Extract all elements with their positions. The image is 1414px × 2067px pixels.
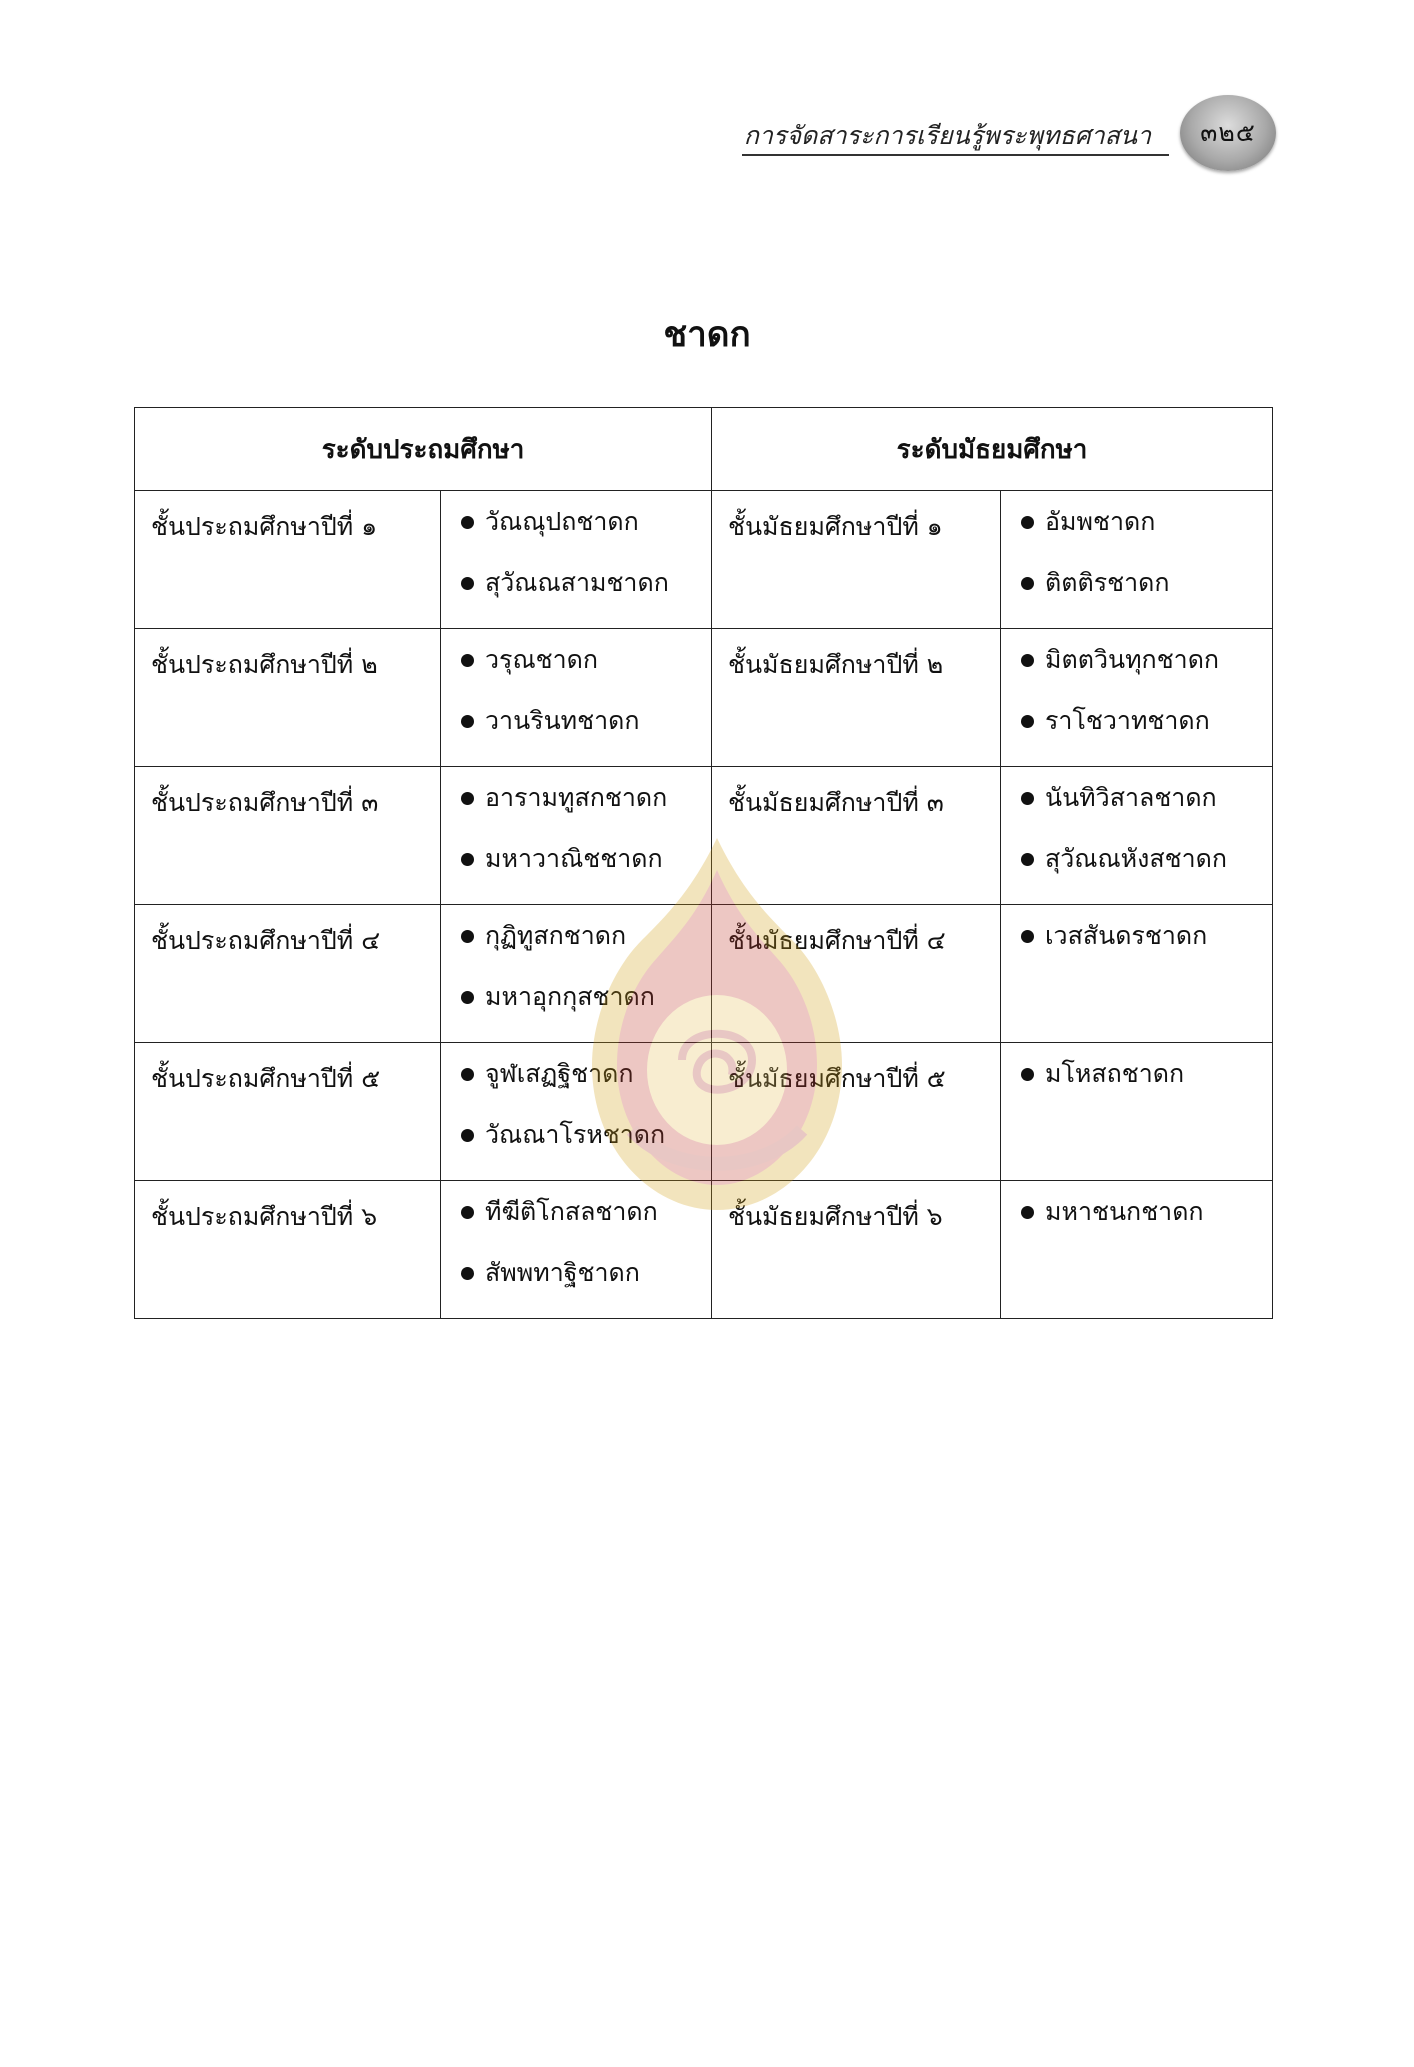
bullet-icon <box>461 1206 474 1219</box>
bullet-icon <box>1021 516 1034 529</box>
story-name: วัณณาโรหชาดก <box>485 1120 666 1149</box>
secondary-grade-cell: ชั้นมัธยมศึกษาปีที่ ๓ <box>712 767 1001 905</box>
bullet-icon <box>461 991 474 1004</box>
story-name: ติตติรชาดก <box>1045 568 1170 597</box>
table-row <box>135 1043 1273 1181</box>
primary-stories-cell <box>441 629 712 767</box>
primary-stories-cell <box>441 905 712 1043</box>
story-name: มโหสถชาดก <box>1045 1059 1185 1088</box>
bullet-icon <box>1021 930 1034 943</box>
secondary-stories-cell <box>1001 491 1273 629</box>
primary-grade-cell: ชั้นประถมศึกษาปีที่ ๕ <box>135 1043 441 1181</box>
story-name: มหาชนกชาดก <box>1045 1197 1204 1226</box>
story-item <box>1021 781 1272 842</box>
primary-stories-cell <box>441 1181 712 1319</box>
story-item <box>1021 566 1272 627</box>
story-item <box>1021 643 1272 704</box>
bullet-icon <box>461 792 474 805</box>
story-name: สุวัณณสามชาดก <box>485 568 669 597</box>
secondary-stories-cell <box>1001 1043 1273 1181</box>
bullet-icon <box>461 715 474 728</box>
secondary-stories-cell <box>1001 905 1273 1043</box>
page-number-badge <box>1180 95 1276 171</box>
bullet-icon <box>1021 1206 1034 1219</box>
primary-stories-cell <box>441 491 712 629</box>
story-item <box>461 919 711 980</box>
story-name: จูฬเสฏฐิชาดก <box>485 1059 634 1088</box>
table-row <box>135 629 1273 767</box>
table-header-row <box>135 408 1273 491</box>
story-item <box>461 1195 711 1256</box>
story-item <box>461 781 711 842</box>
page-number: ๓๒๕ <box>1200 118 1256 147</box>
secondary-grade-cell: ชั้นมัธยมศึกษาปีที่ ๖ <box>712 1181 1001 1319</box>
primary-stories-cell <box>441 767 712 905</box>
story-name: ราโชวาทชาดก <box>1045 706 1210 735</box>
table-row <box>135 767 1273 905</box>
story-name: อัมพชาดก <box>1045 507 1156 536</box>
jataka-table <box>134 407 1273 1319</box>
story-item <box>461 643 711 704</box>
page-title: ชาดก <box>663 315 751 355</box>
story-item <box>461 566 711 627</box>
story-name: อารามทูสกชาดก <box>485 783 668 812</box>
primary-grade-cell: ชั้นประถมศึกษาปีที่ ๔ <box>135 905 441 1043</box>
story-item <box>1021 919 1272 980</box>
bullet-icon <box>1021 1068 1034 1081</box>
story-item <box>1021 505 1272 566</box>
bullet-icon <box>461 1267 474 1280</box>
table-body <box>135 491 1273 1319</box>
story-item <box>461 505 711 566</box>
header-rule <box>742 154 1169 156</box>
story-name: นันทิวิสาลชาดก <box>1045 783 1217 812</box>
story-item <box>461 980 711 1041</box>
secondary-stories-cell <box>1001 767 1273 905</box>
story-name: มหาอุกกุสชาดก <box>485 982 655 1011</box>
story-item <box>1021 842 1272 903</box>
story-name: ทีฆีติโกสลชาดก <box>485 1197 658 1226</box>
column-header-secondary: ระดับมัธยมศึกษา <box>712 408 1273 491</box>
story-name: เวสสันดรชาดก <box>1045 921 1208 950</box>
secondary-grade-cell: ชั้นมัธยมศึกษาปีที่ ๕ <box>712 1043 1001 1181</box>
column-header-primary: ระดับประถมศึกษา <box>135 408 712 491</box>
story-name: วรุณชาดก <box>485 645 599 674</box>
primary-grade-cell: ชั้นประถมศึกษาปีที่ ๒ <box>135 629 441 767</box>
bullet-icon <box>461 1129 474 1142</box>
bullet-icon <box>1021 654 1034 667</box>
story-item <box>461 1256 711 1317</box>
secondary-stories-cell <box>1001 1181 1273 1319</box>
bullet-icon <box>461 654 474 667</box>
bullet-icon <box>461 1068 474 1081</box>
primary-grade-cell: ชั้นประถมศึกษาปีที่ ๑ <box>135 491 441 629</box>
bullet-icon <box>461 577 474 590</box>
story-name: มิตตวินทุกชาดก <box>1045 645 1220 674</box>
story-item <box>461 1057 711 1118</box>
bullet-icon <box>1021 792 1034 805</box>
bullet-icon <box>461 516 474 529</box>
running-title: การจัดสาระการเรียนรู้พระพุทธศาสนา <box>743 121 1151 150</box>
story-name: กุฏิทูสกชาดก <box>485 921 627 950</box>
primary-grade-cell: ชั้นประถมศึกษาปีที่ ๓ <box>135 767 441 905</box>
story-name: วัณณุปถชาดก <box>485 507 639 536</box>
story-name: สุวัณณหังสชาดก <box>1045 844 1228 873</box>
bullet-icon <box>1021 577 1034 590</box>
table-row <box>135 491 1273 629</box>
story-name: วานรินทชาดก <box>485 706 640 735</box>
story-item <box>1021 704 1272 765</box>
secondary-grade-cell: ชั้นมัธยมศึกษาปีที่ ๑ <box>712 491 1001 629</box>
story-item <box>461 1118 711 1179</box>
bullet-icon <box>1021 853 1034 866</box>
secondary-stories-cell <box>1001 629 1273 767</box>
story-item <box>1021 1195 1272 1256</box>
table-row <box>135 1181 1273 1319</box>
story-item <box>461 704 711 765</box>
table-row <box>135 905 1273 1043</box>
primary-grade-cell: ชั้นประถมศึกษาปีที่ ๖ <box>135 1181 441 1319</box>
story-name: สัพพทาฐิชาดก <box>485 1258 640 1287</box>
running-header <box>742 112 1187 158</box>
bullet-icon <box>1021 715 1034 728</box>
primary-stories-cell <box>441 1043 712 1181</box>
story-name: มหาวาณิชชาดก <box>485 844 663 873</box>
secondary-grade-cell: ชั้นมัธยมศึกษาปีที่ ๔ <box>712 905 1001 1043</box>
secondary-grade-cell: ชั้นมัธยมศึกษาปีที่ ๒ <box>712 629 1001 767</box>
bullet-icon <box>461 930 474 943</box>
story-item <box>461 842 711 903</box>
story-item <box>1021 1057 1272 1118</box>
bullet-icon <box>461 853 474 866</box>
